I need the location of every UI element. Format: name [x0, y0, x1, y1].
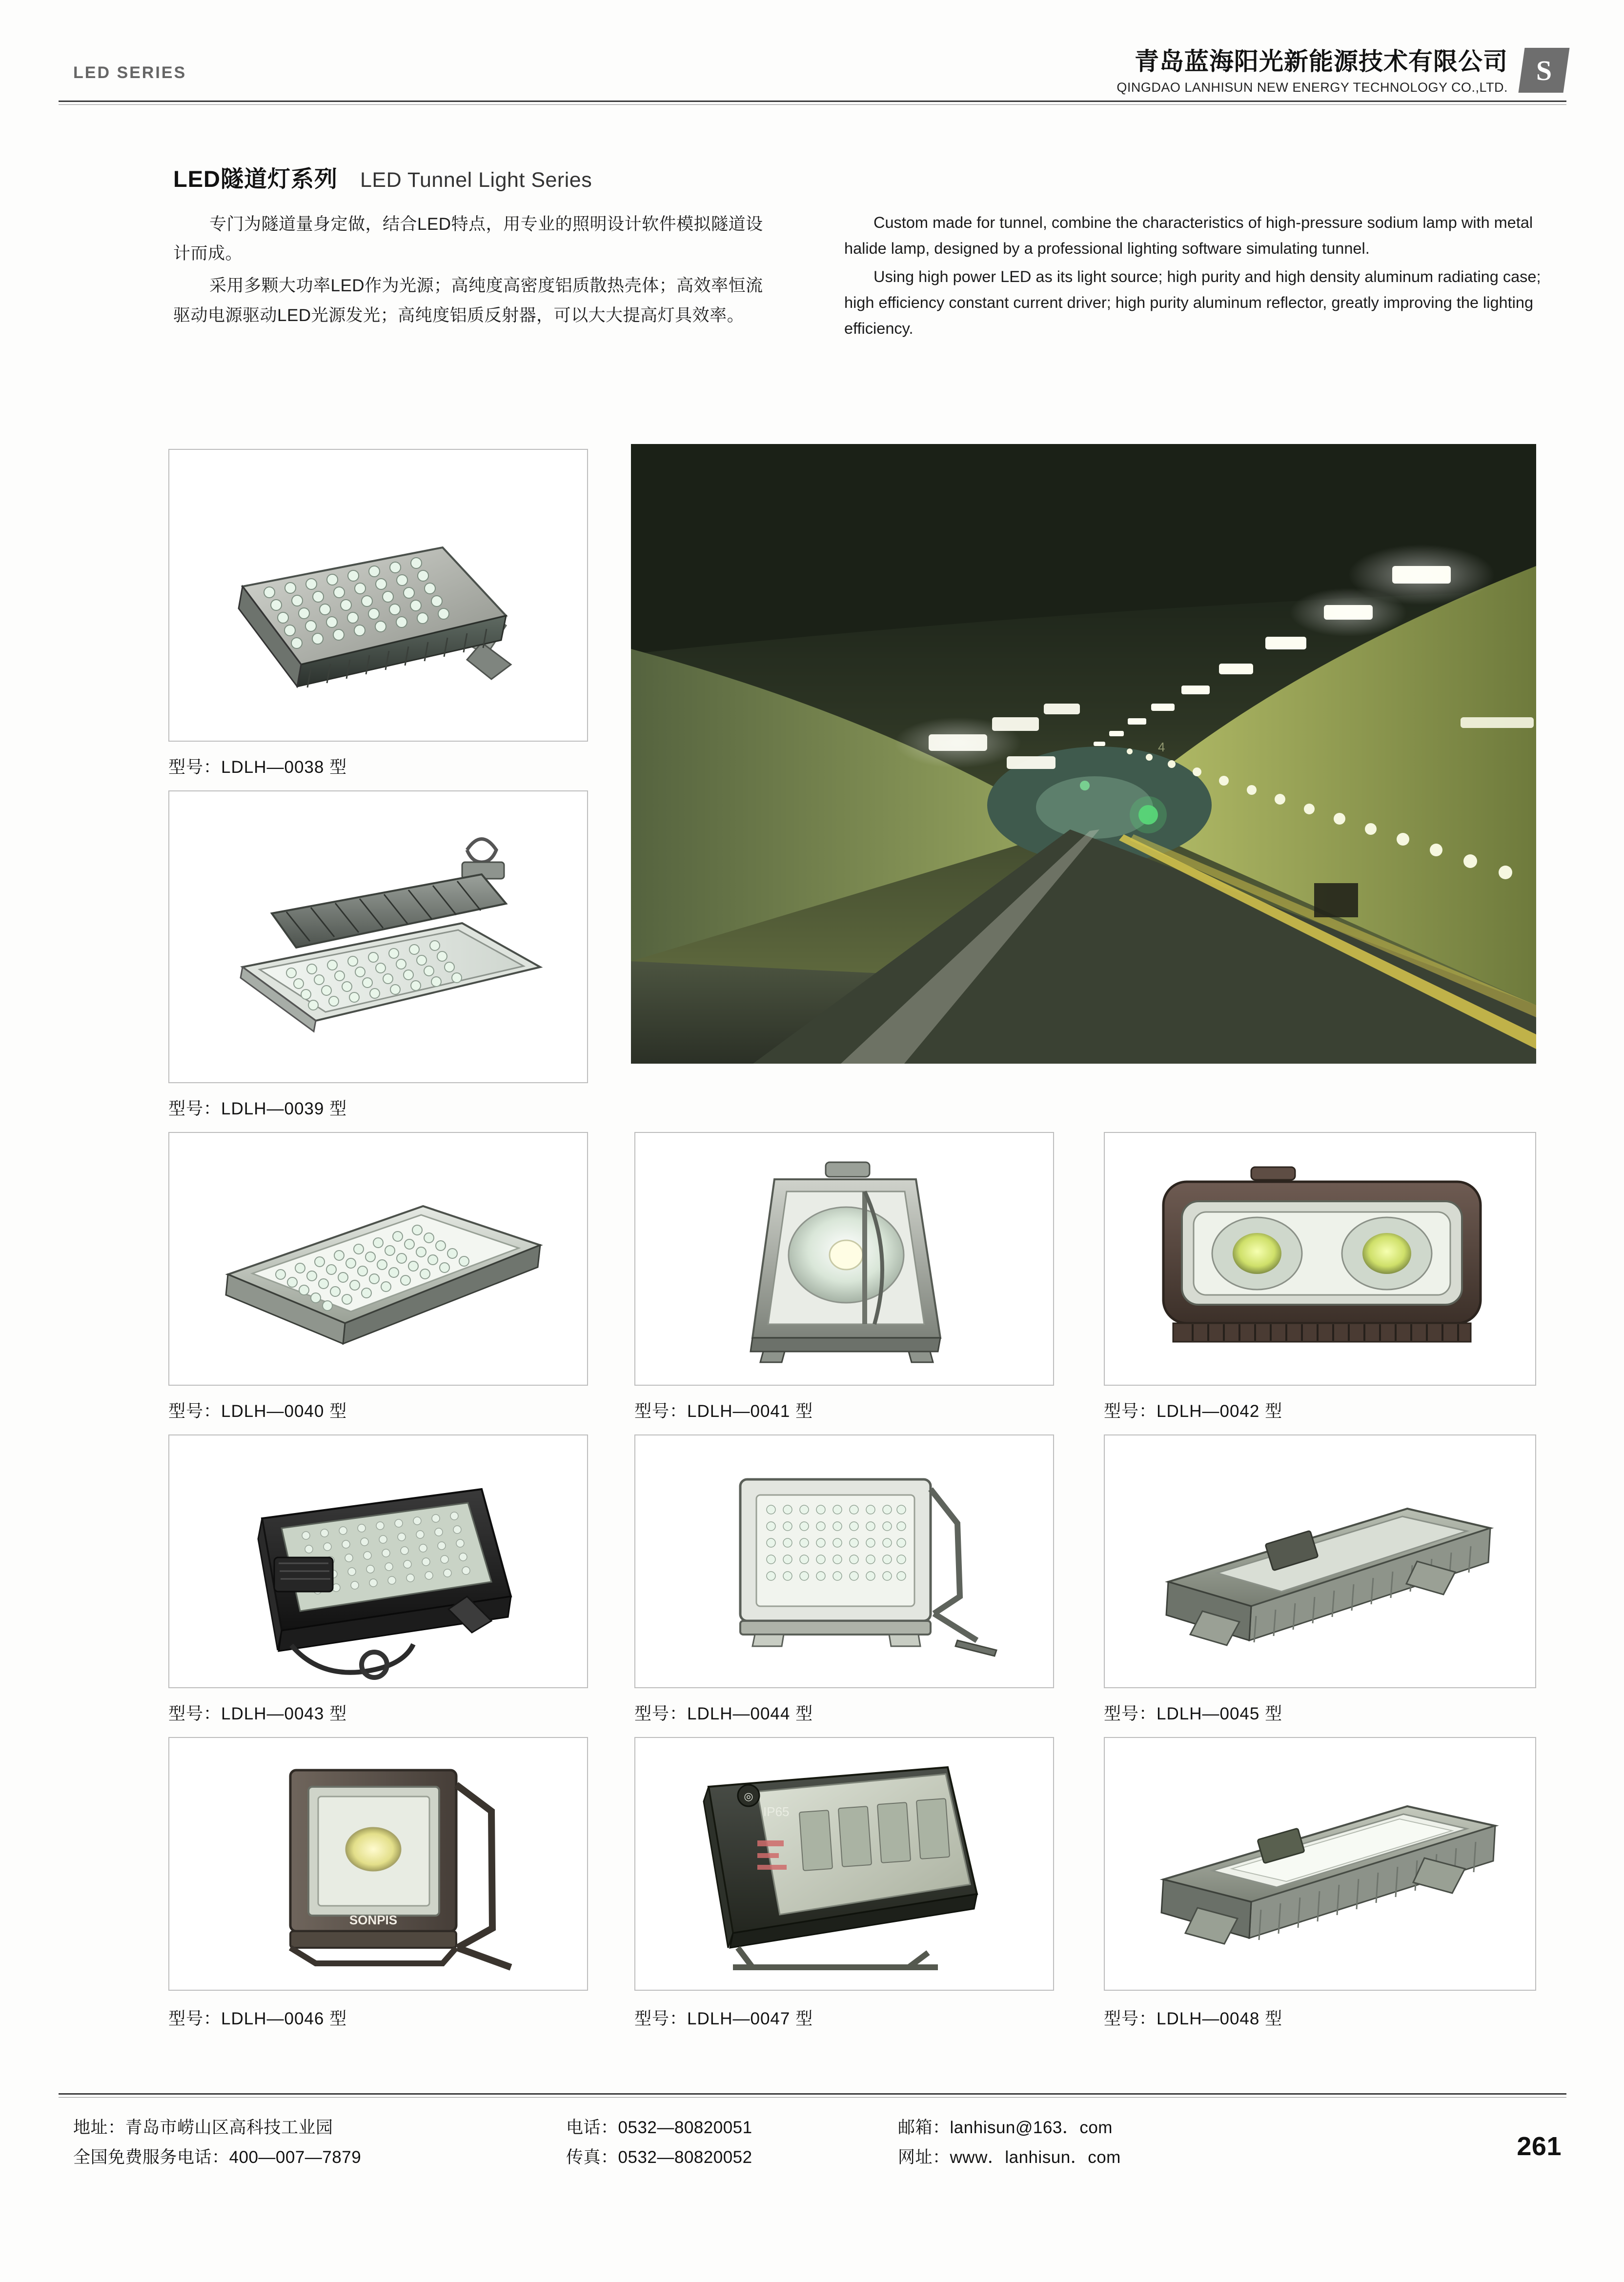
- caption-ldlh-0040: 型号：LDLH—0040 型: [168, 1402, 347, 1421]
- product-image-ldlh-0046: [169, 1738, 588, 1991]
- figure-ldlh-0043: [168, 1434, 588, 1688]
- logo-badge-icon: ◎: [744, 1790, 753, 1802]
- header-divider: [59, 101, 1566, 102]
- section-title: [173, 161, 592, 194]
- company-name-cn: 青岛蓝海阳光新能源技术有限公司: [1135, 48, 1508, 75]
- caption-ldlh-0045: 型号：LDLH—0045 型: [1104, 1704, 1283, 1723]
- figure-ldlh-0048: [1104, 1737, 1536, 1991]
- product-image-ldlh-0039: [169, 791, 588, 1083]
- fax-label: 传真：: [566, 2148, 618, 2167]
- section-title-en: LED Tunnel Light Series: [360, 168, 592, 192]
- tel-value: 0532—80820051: [618, 2118, 752, 2137]
- company-name-en: QINGDAO LANHISUN NEW ENERGY TECHNOLOGY CO.,LTD.: [1116, 80, 1508, 95]
- page-number: 261: [1517, 2132, 1562, 2161]
- product-image-ldlh-0043: [169, 1435, 588, 1688]
- company-logo-icon: [1519, 48, 1570, 93]
- figure-ldlh-0047: [634, 1737, 1054, 1991]
- intro-chinese: [173, 210, 766, 333]
- email-label: 邮箱：: [898, 2118, 950, 2137]
- footer-email-line: [898, 2113, 1121, 2142]
- tel-label: 电话：: [566, 2118, 618, 2137]
- svg-text:4: 4: [1158, 740, 1165, 754]
- product-image-ldlh-0042: [1105, 1133, 1536, 1386]
- logo-letter: S: [1536, 54, 1552, 86]
- web-label: 网址：: [898, 2148, 950, 2167]
- figure-ldlh-0044: [634, 1434, 1054, 1688]
- caption-ldlh-0042: 型号：LDLH—0042 型: [1104, 1402, 1283, 1421]
- page-header: [59, 44, 1566, 98]
- footer-address-line: [73, 2113, 361, 2142]
- tunnel-photo: [631, 444, 1536, 1064]
- caption-ldlh-0047: 型号：LDLH—0047 型: [634, 2009, 813, 2028]
- footer-fax-line: [566, 2142, 752, 2172]
- figure-ldlh-0040: [168, 1132, 588, 1386]
- figure-ldlh-0041: [634, 1132, 1054, 1386]
- product-image-ldlh-0045: [1105, 1435, 1536, 1688]
- ip-rating-label: IP65: [763, 1804, 790, 1819]
- company-block: [1116, 47, 1508, 95]
- figure-ldlh-0038: [168, 449, 588, 742]
- caption-ldlh-0039: 型号：LDLH—0039 型: [168, 1099, 347, 1118]
- hotline-label: 全国免费服务电话：: [73, 2148, 229, 2167]
- figure-ldlh-0046: [168, 1737, 588, 1991]
- product-image-ldlh-0041: [635, 1133, 1054, 1386]
- intro-english: [844, 210, 1542, 344]
- series-label: LED SERIES: [73, 63, 187, 82]
- email-value[interactable]: lanhisun@163．com: [950, 2118, 1113, 2137]
- footer-address-block: [73, 2113, 361, 2173]
- figure-ldlh-0042: [1104, 1132, 1536, 1386]
- figure-ldlh-0045: [1104, 1434, 1536, 1688]
- section-title-cn: LED隧道灯系列: [173, 166, 338, 192]
- footer-web-line: [898, 2142, 1121, 2172]
- address-value: 青岛市崂山区高科技工业园: [125, 2118, 333, 2137]
- product-image-ldlh-0048: [1105, 1738, 1536, 1991]
- tunnel-photo-image: [631, 444, 1536, 1064]
- caption-ldlh-0044: 型号：LDLH—0044 型: [634, 1704, 813, 1723]
- caption-ldlh-0041: 型号：LDLH—0041 型: [634, 1402, 813, 1421]
- footer-tel-line: [566, 2113, 752, 2142]
- product-image-ldlh-0044: [635, 1435, 1054, 1688]
- caption-ldlh-0046: 型号：LDLH—0046 型: [168, 2009, 347, 2028]
- product-image-ldlh-0047: [635, 1738, 1054, 1991]
- intro-cn-p2: 采用多颗大功率LED作为光源；高纯度高密度铝质散热壳体；高效率恒流驱动电源驱动LED光源发光；高纯度铝质反射器，可以大大提高灯具效率。: [173, 276, 763, 325]
- footer-online-block: [898, 2113, 1121, 2173]
- header-divider-thin: [59, 104, 1566, 105]
- web-value[interactable]: www．lanhisun．com: [950, 2148, 1121, 2167]
- caption-ldlh-0043: 型号：LDLH—0043 型: [168, 1704, 347, 1723]
- footer-hotline-line: [73, 2142, 361, 2172]
- caption-ldlh-0038: 型号：LDLH—0038 型: [168, 758, 347, 777]
- footer-divider: [59, 2093, 1566, 2095]
- product-image-ldlh-0038: [169, 450, 588, 742]
- footer-divider-thin: [59, 2097, 1566, 2098]
- caption-ldlh-0048: 型号：LDLH—0048 型: [1104, 2009, 1283, 2028]
- product-image-ldlh-0040: [169, 1133, 588, 1386]
- intro-en-p1: Custom made for tunnel, combine the characteristics of high-pressure sodium lamp with metal halide lamp, designed by a professional lighting software simulating tunnel.: [844, 214, 1533, 257]
- intro-en-p2: Using high power LED as its light source; high purity and high density aluminum radiating case; high efficiency constant current driver; high purity aluminum reflector, greatly improving the lighting efficiency.: [844, 268, 1541, 337]
- address-label: 地址：: [73, 2118, 125, 2137]
- fax-value: 0532—80820052: [618, 2148, 752, 2167]
- intro-cn-p1: 专门为隧道量身定做，结合LED特点，用专业的照明设计软件模拟隧道设计而成。: [173, 215, 763, 263]
- hotline-value: 400—007—7879: [229, 2148, 362, 2167]
- brand-mark-sonpis: SONPIS: [349, 1913, 398, 1927]
- figure-ldlh-0039: [168, 790, 588, 1083]
- footer-phone-block: [566, 2113, 752, 2173]
